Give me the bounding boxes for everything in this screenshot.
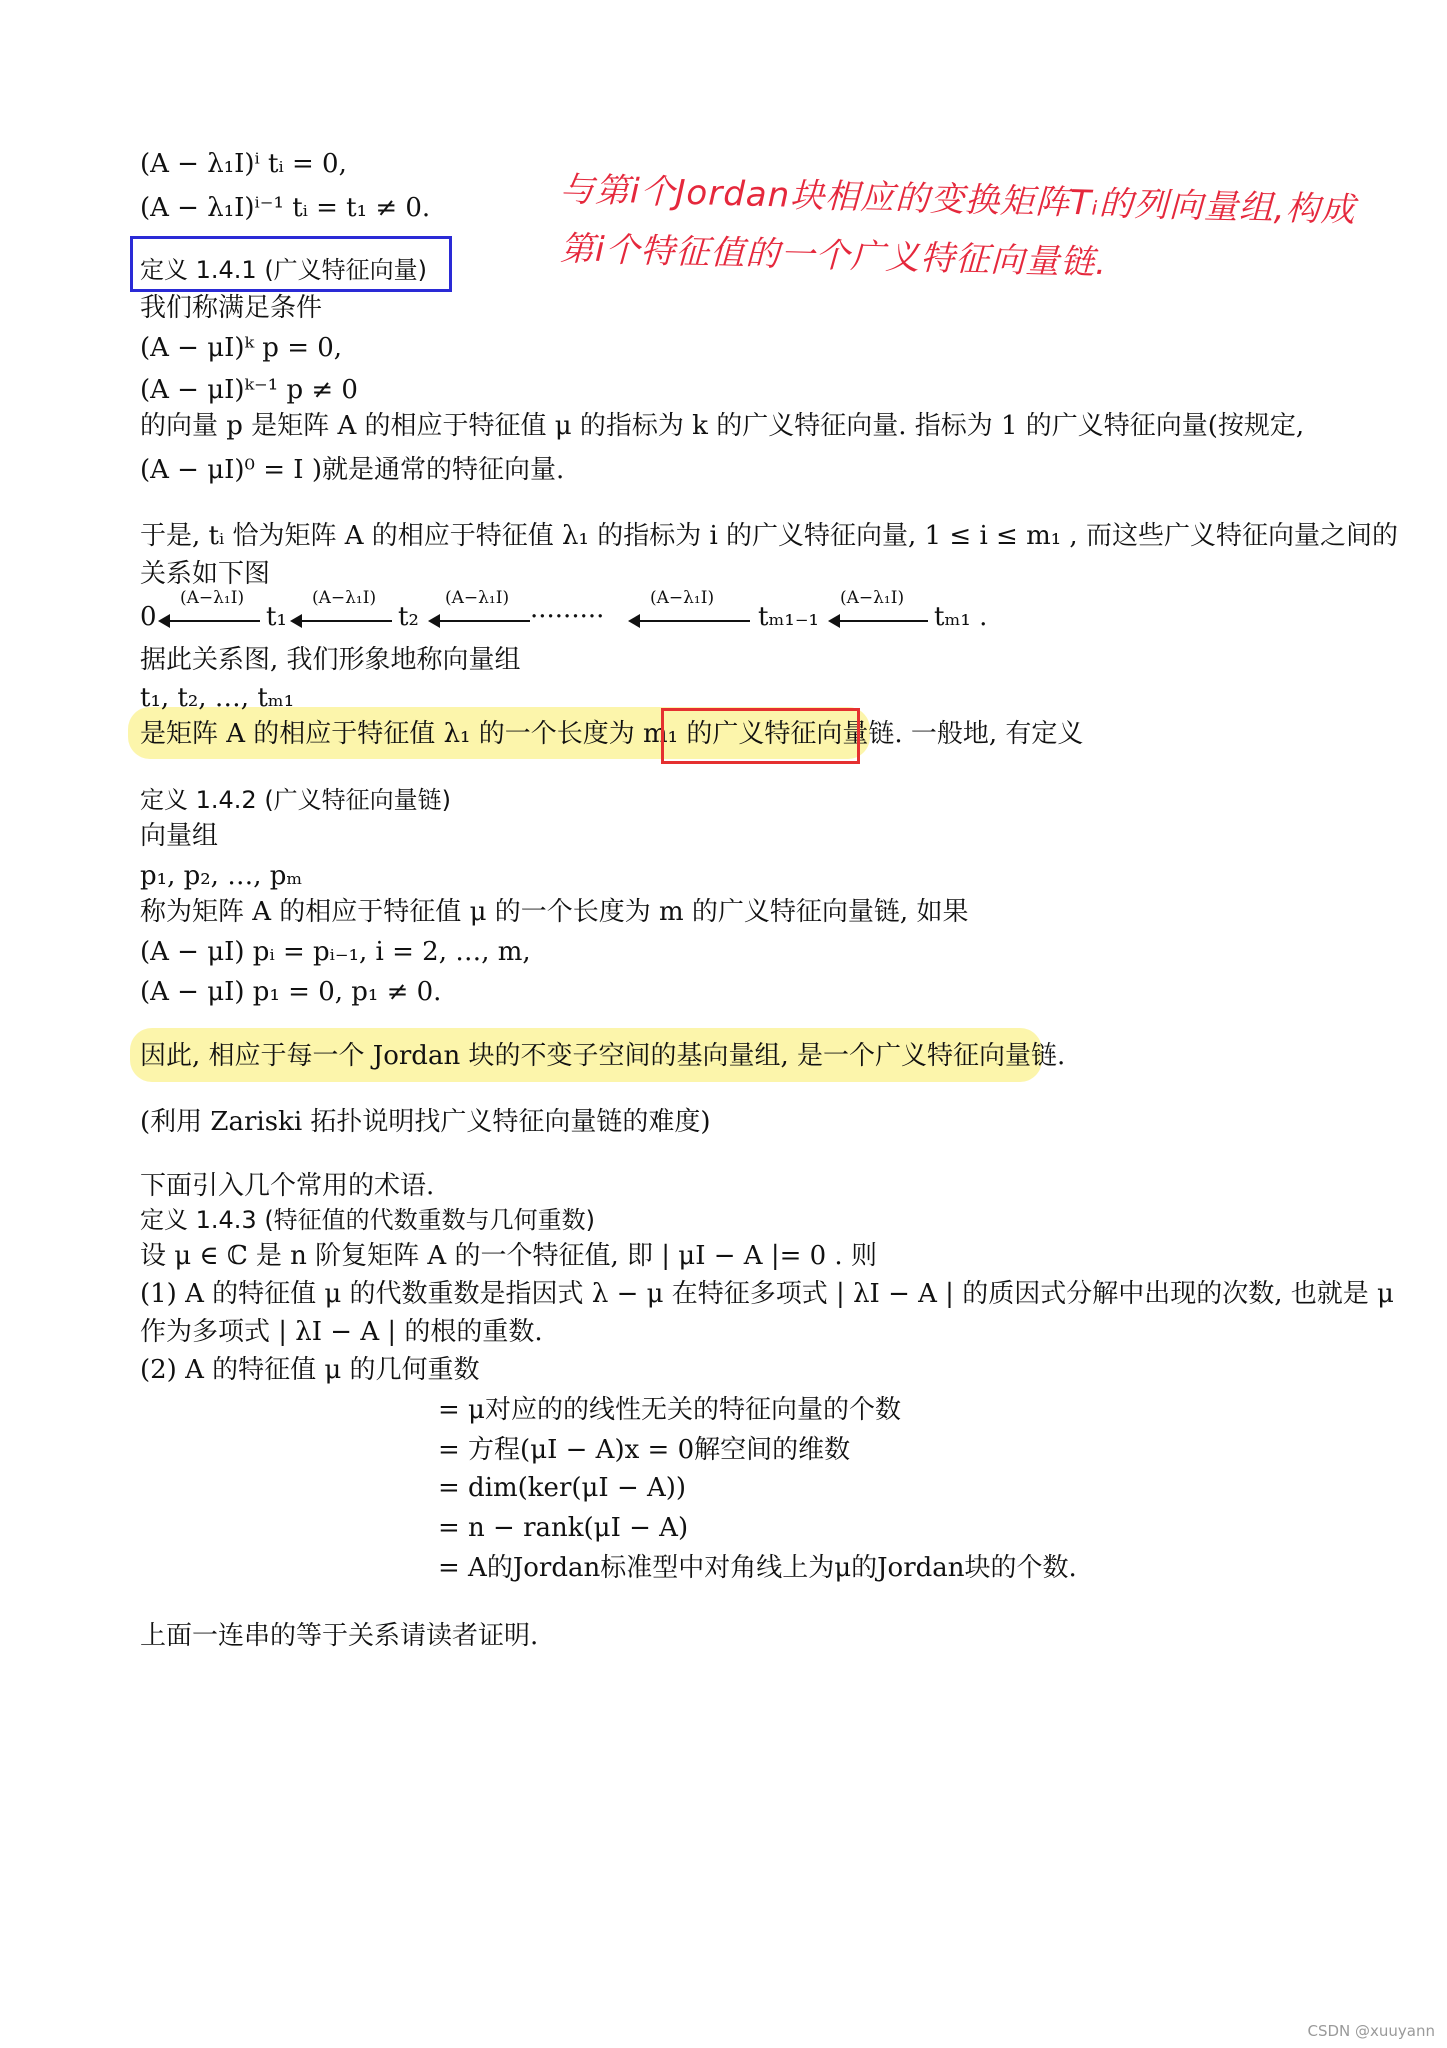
para2-line3b: 广义特征向量链. [712,719,903,749]
chain-arrow-5b [830,620,928,622]
def1-cond2: (A − μI)ᵏ⁻¹ p ≠ 0 [140,375,358,405]
chain-t2: t₂ [398,602,419,632]
chain-tm1: tₘ₁ . [934,602,988,632]
top-eq-line2: (A − λ₁I)ⁱ⁻¹ tᵢ = t₁ ≠ 0. [140,193,431,223]
top-eq-line1: (A − λ₁I)ⁱ tᵢ = 0, [140,149,347,179]
handwritten-note-line1: 与第i个Jordan块相应的变换矩阵Tᵢ的列向量组,构成 [559,169,1357,231]
watermark: CSDN @xuuyann [1307,2022,1435,2040]
def3-item1a: (1) A 的特征值 μ 的代数重数是指因式 λ − μ 在特征多项式 | λI − A | 的质因式分解中出现的次数, 也就是 μ [140,1279,1394,1309]
para2-line3 [140,716,1083,752]
chain-term-box [661,708,860,764]
chain-arrow-3 [430,620,530,622]
chain-arrow-label-1: (A−λ₁I) [180,588,245,608]
chain-arrow-label-4: (A−λ₁I) [650,588,715,608]
chain-diagram [140,588,1040,648]
zariski-note: (利用 Zariski 拓扑说明找广义特征向量链的难度) [140,1107,711,1137]
para1-line1: 于是, tᵢ 恰为矩阵 A 的相应于特征值 λ₁ 的指标为 i 的广义特征向量, 1 ≤ i ≤ m₁ , 而这些广义特征向量之间的 [140,521,1398,551]
chain-t1: t₁ [266,602,287,632]
chain-arrow-label-2: (A−λ₁I) [312,588,377,608]
def2-cond2: (A − μI) p₁ = 0, p₁ ≠ 0. [140,977,442,1007]
def3-heading: 定义 1.4.3 (特征值的代数重数与几何重数) [140,1206,596,1234]
def1-body2: (A − μI)⁰ = I )就是通常的特征向量. [140,455,565,485]
def3-eq3: = dim(ker(μI − A)) [438,1473,687,1503]
chain-zero: 0 [140,602,157,632]
chain-tm1-minus-1: tₘ₁₋₁ [758,602,819,632]
def3-eq1: = μ对应的的线性无关的特征向量的个数 [438,1395,901,1425]
para2-line3a: 是矩阵 A 的相应于特征值 λ₁ 的一个长度为 m₁ 的 [140,719,713,749]
def3-intro: 设 μ ∈ ℂ 是 n 阶复矩阵 A 的一个特征值, 即 | μI − A |= 0 . 则 [140,1241,877,1271]
chain-arrow-4 [630,620,750,622]
def3-item2: (2) A 的特征值 μ 的几何重数 [140,1355,480,1385]
def3-eq5: = A的Jordan标准型中对角线上为μ的Jordan块的个数. [438,1553,1077,1583]
def3-eq2: = 方程(μI − A)x = 0解空间的维数 [438,1435,851,1465]
def1-cond1: (A − μI)ᵏ p = 0, [140,333,343,363]
para2-line3c: 一般地, 有定义 [902,719,1084,749]
def2-heading: 定义 1.4.2 (广义特征向量链) [140,786,452,814]
para1-line2: 关系如下图 [140,559,271,589]
def1-heading: 定义 1.4.1 (广义特征向量) [140,256,428,284]
def2-intro: 向量组 [140,821,219,851]
handwritten-note-line2: 第i个特征值的一个广义特征向量链. [559,228,1108,284]
chain-arrow-label-3: (A−λ₁I) [445,588,510,608]
def3-item1b: 作为多项式 | λI − A | 的根的重数. [140,1317,543,1347]
para2-line1: 据此关系图, 我们形象地称向量组 [140,645,521,675]
def2-vectors: p₁, p₂, …, pₘ [140,861,303,891]
def1-body1: 的向量 p 是矩阵 A 的相应于特征值 μ 的指标为 k 的广义特征向量. 指标为 1 的广义特征向量(按规定, [140,411,1305,441]
def2-body: 称为矩阵 A 的相应于特征值 μ 的一个长度为 m 的广义特征向量链, 如果 [140,897,969,927]
chain-arrow-2 [292,620,392,622]
def2-cond1: (A − μI) pᵢ = pᵢ₋₁, i = 2, …, m, [140,937,531,967]
chain-arrow-1 [160,620,260,622]
para2-line2: t₁, t₂, …, tₘ₁ [140,683,295,713]
chain-arrow-label-5: (A−λ₁I) [840,588,905,608]
chain-dots: ········· [530,602,605,632]
closing-text: 上面一连串的等于关系请读者证明. [140,1621,539,1651]
terms-intro: 下面引入几个常用的术语. [140,1171,435,1201]
def1-intro: 我们称满足条件 [140,293,323,323]
def3-eq4: = n − rank(μI − A) [438,1513,689,1543]
jordan-highlight-sentence: 因此, 相应于每一个 Jordan 块的不变子空间的基向量组, 是一个广义特征向量链. [140,1041,1066,1071]
